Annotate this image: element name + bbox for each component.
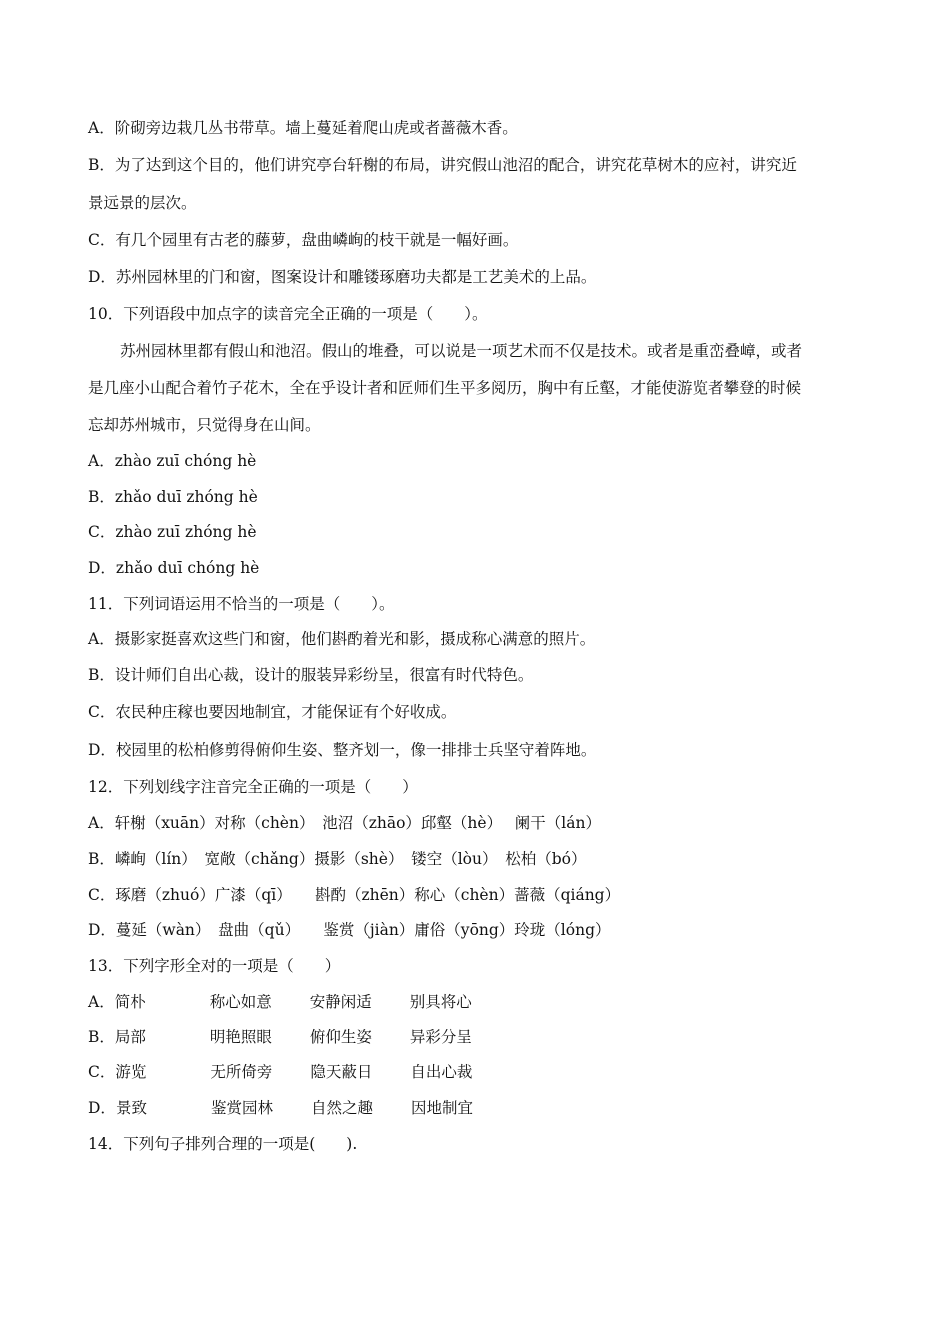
q10-passage-line: 苏州园林里都有假山和池沼。假山的堆叠，可以说是一项艺术而不仅是技术。或者是重峦叠嶂，或者 <box>120 342 803 360</box>
q10-stem: 10．下列语段中加点字的读音完全正确的一项是（ ）。 <box>88 305 488 323</box>
q12-option-c: C．琢磨（zhuó）广漆（qī） 斟酌（zhēn）称心（chèn）蔷薇（qiáng） <box>88 886 621 904</box>
q12-stem: 12．下列划线字注音完全正确的一项是（ ） <box>88 778 418 796</box>
q13-option-c <box>88 1061 472 1083</box>
q11-option-b: B．设计师们自出心裁，设计的服装异彩纷呈，很富有时代特色。 <box>88 666 534 684</box>
option-word: 自出心裁 <box>410 1063 473 1081</box>
option-label: A． <box>88 993 115 1011</box>
q12-option-d: D．蔓延（wàn） 盘曲（qǔ） 鉴赏（jiàn）庸俗（yōng）玲珑（lóng） <box>88 921 611 939</box>
q14-stem: 14．下列句子排列合理的一项是( ). <box>88 1135 358 1153</box>
q9-option-a: A．阶砌旁边栽几丛书带草。墙上蔓延着爬山虎或者蔷薇木香。 <box>88 119 518 137</box>
q9-option-b-cont: 景远景的层次。 <box>88 194 197 212</box>
option-word: 因地制宜 <box>410 1099 473 1117</box>
q11-stem: 11．下列词语运用不恰当的一项是（ ）。 <box>88 595 395 613</box>
option-word: 称心如意 <box>209 993 272 1011</box>
q13-option-d <box>88 1097 473 1119</box>
option-word: 安静闲适 <box>309 993 372 1011</box>
option-label: D． <box>88 1099 116 1117</box>
option-word: 鉴赏园林 <box>210 1099 273 1117</box>
option-word: 别具将心 <box>409 993 472 1011</box>
q9-option-d: D．苏州园林里的门和窗，图案设计和雕镂琢磨功夫都是工艺美术的上品。 <box>88 268 597 286</box>
q10-option-d: D．zhǎo duī chóng hè <box>88 559 260 577</box>
q11-option-c: C．农民种庄稼也要因地制宜，才能保证有个好收成。 <box>88 703 457 721</box>
option-word: 局部 <box>114 1028 146 1046</box>
option-word: 景致 <box>115 1099 147 1117</box>
q9-option-b: B．为了达到这个目的，他们讲究亭台轩榭的布局，讲究假山池沼的配合，讲究花草树木的应衬，讲究近 <box>88 156 797 174</box>
q12-option-b: B．嶙峋（lín） 宽敞（chǎng）摄影（shè） 镂空（lòu） 松柏（bó） <box>88 850 587 868</box>
option-word: 明艳照眼 <box>209 1028 272 1046</box>
q10-passage-line: 忘却苏州城市，只觉得身在山间。 <box>88 416 321 434</box>
option-label: B． <box>88 1028 115 1046</box>
q13-stem: 13．下列字形全对的一项是（ ） <box>88 957 341 975</box>
option-word: 简朴 <box>114 993 146 1011</box>
option-word: 隐天蔽日 <box>310 1063 373 1081</box>
option-word: 游览 <box>115 1063 147 1081</box>
q10-option-c: C．zhào zuī zhóng hè <box>88 523 257 541</box>
q12-option-a: A．轩榭（xuān）对称（chèn） 池沼（zhāo）邱壑（hè） 阑干（lán） <box>88 814 601 832</box>
q13-option-b <box>88 1026 472 1048</box>
option-word: 俯仰生姿 <box>309 1028 372 1046</box>
option-word: 异彩分呈 <box>409 1028 472 1046</box>
q11-option-a: A．摄影家挺喜欢这些门和窗，他们斟酌着光和影，摄成称心满意的照片。 <box>88 630 596 648</box>
q10-passage-line: 是几座小山配合着竹子花木，全在乎设计者和匠师们生平多阅历，胸中有丘壑，才能使游览者攀登的时候 <box>88 379 802 397</box>
q13-option-a <box>88 991 472 1013</box>
q10-option-b: B．zhǎo duī zhóng hè <box>88 488 258 506</box>
q11-option-d: D．校园里的松柏修剪得俯仰生姿、整齐划一，像一排排士兵坚守着阵地。 <box>88 741 597 759</box>
option-word: 无所倚旁 <box>210 1063 273 1081</box>
option-word: 自然之趣 <box>310 1099 373 1117</box>
option-label: C． <box>88 1063 116 1081</box>
q9-option-c: C．有几个园里有古老的藤萝，盘曲嶙峋的枝干就是一幅好画。 <box>88 231 519 249</box>
q10-option-a: A．zhào zuī chóng hè <box>88 452 257 470</box>
